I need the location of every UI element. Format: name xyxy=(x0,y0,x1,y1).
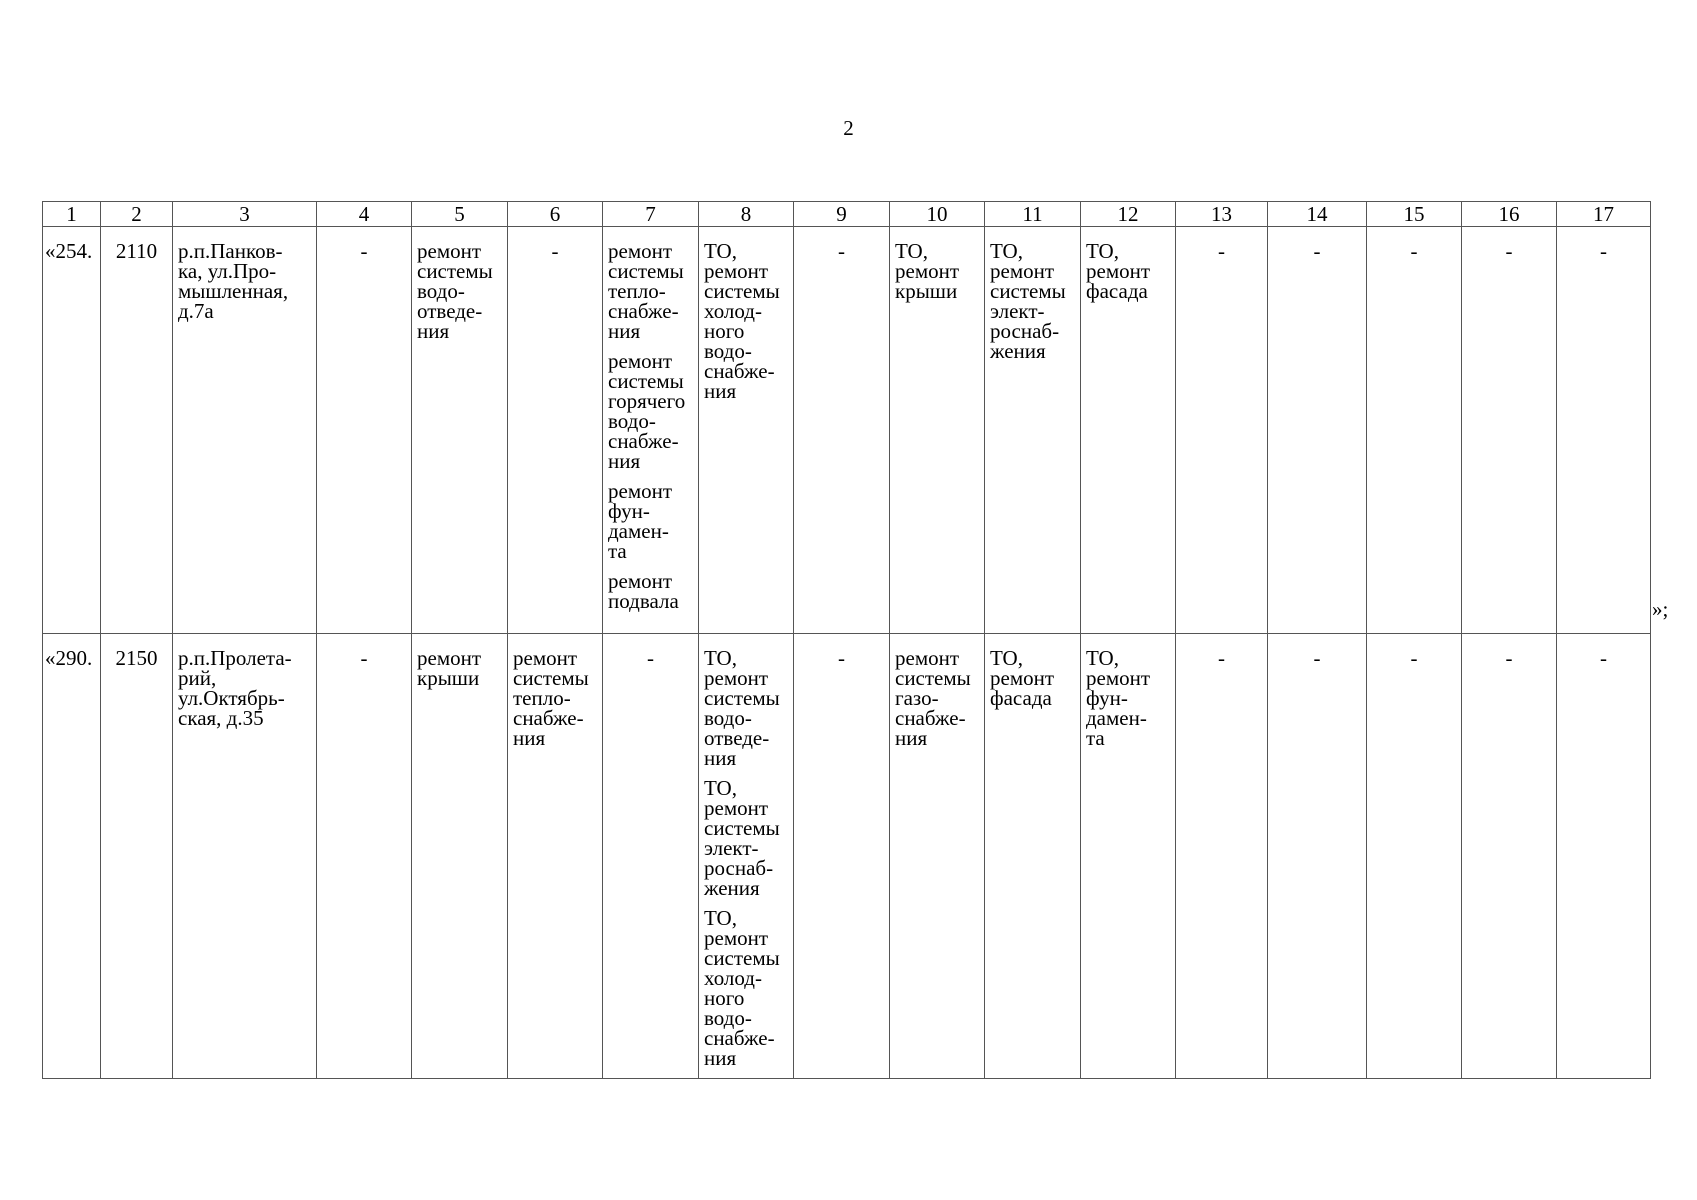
column-header: 4 xyxy=(317,202,412,227)
work-cell xyxy=(1462,634,1557,1079)
work-cell xyxy=(1268,634,1367,1079)
column-header: 2 xyxy=(101,202,173,227)
column-header: 9 xyxy=(794,202,890,227)
column-header: 6 xyxy=(508,202,603,227)
work-item: ремонт фун- дамен- та xyxy=(608,479,673,563)
work-item: - xyxy=(1505,239,1513,263)
work-item: - xyxy=(838,646,845,670)
work-item: - xyxy=(1410,646,1418,670)
column-header: 16 xyxy=(1462,202,1557,227)
address-text: р.п.Панков- ка, ул.Про- мышленная, д.7а xyxy=(178,239,289,323)
work-item: - xyxy=(1600,239,1607,263)
header-row xyxy=(43,202,1651,227)
work-item: ремонт системы газо- снабже- ния xyxy=(895,646,971,750)
column-header: 15 xyxy=(1367,202,1462,227)
work-cell xyxy=(699,634,794,1079)
work-cell xyxy=(890,227,985,634)
work-cell xyxy=(1367,634,1462,1079)
page-number: 2 xyxy=(843,116,854,140)
column-header: 13 xyxy=(1176,202,1268,227)
work-item: ремонт крыши xyxy=(417,646,482,690)
work-item: - xyxy=(1313,239,1321,263)
work-item: ТО, ремонт системы элект- роснаб- жения xyxy=(990,239,1066,363)
work-item: - xyxy=(1313,646,1321,670)
building-address xyxy=(173,227,317,634)
column-header: 8 xyxy=(699,202,794,227)
work-item: - xyxy=(1505,646,1513,670)
work-item: - xyxy=(1600,646,1607,670)
table-row xyxy=(43,227,1651,634)
closing-quote-mark: »; xyxy=(1652,597,1669,621)
work-item: ТО, ремонт системы холод- ного водо- снабже- ния xyxy=(704,239,780,403)
work-item: ремонт системы горячего водо- снабже- ния xyxy=(608,349,686,473)
work-cell xyxy=(890,634,985,1079)
work-item: ТО, ремонт системы элект- роснаб- жения xyxy=(704,776,780,900)
column-header: 12 xyxy=(1081,202,1176,227)
work-item: - xyxy=(1218,239,1225,263)
column-header: 11 xyxy=(985,202,1081,227)
work-item: ТО, ремонт крыши xyxy=(895,239,960,303)
address-text: р.п.Пролета- рий, ул.Октябрь- ская, д.35 xyxy=(178,646,292,730)
work-cell xyxy=(1367,227,1462,634)
column-header: 17 xyxy=(1557,202,1651,227)
column-header: 14 xyxy=(1268,202,1367,227)
work-item: - xyxy=(838,239,845,263)
work-cell xyxy=(1462,227,1557,634)
work-item: ТО, ремонт фасада xyxy=(1086,239,1151,303)
work-cell xyxy=(412,227,508,634)
work-item: - xyxy=(1410,239,1418,263)
work-cell xyxy=(1268,227,1367,634)
table-row xyxy=(43,634,1651,1079)
work-item: - xyxy=(360,239,368,263)
repair-schedule-table xyxy=(42,201,1651,1079)
work-cell xyxy=(603,227,699,634)
work-cell xyxy=(1176,634,1268,1079)
work-item: - xyxy=(551,239,559,263)
building-address xyxy=(173,634,317,1079)
work-cell xyxy=(1081,227,1176,634)
work-item: ремонт подвала xyxy=(608,569,679,613)
work-cell xyxy=(317,227,412,634)
work-item: - xyxy=(360,646,368,670)
work-item: - xyxy=(1218,646,1225,670)
work-cell xyxy=(412,634,508,1079)
work-item: ремонт системы тепло- снабже- ния xyxy=(608,239,684,343)
work-cell xyxy=(317,634,412,1079)
column-header: 7 xyxy=(603,202,699,227)
building-code: 2150 xyxy=(101,634,173,1079)
work-cell xyxy=(1081,634,1176,1079)
row-number: «254. xyxy=(43,227,101,634)
work-cell xyxy=(603,634,699,1079)
column-header: 1 xyxy=(43,202,101,227)
work-item: ТО, ремонт фасада xyxy=(990,646,1055,710)
work-item: ТО, ремонт системы водо- отведе- ния xyxy=(704,646,780,770)
building-code: 2110 xyxy=(101,227,173,634)
work-cell xyxy=(508,634,603,1079)
work-item: ремонт системы тепло- снабже- ния xyxy=(513,646,589,750)
work-cell xyxy=(508,227,603,634)
work-cell xyxy=(1176,227,1268,634)
column-header: 5 xyxy=(412,202,508,227)
work-cell xyxy=(794,634,890,1079)
work-cell xyxy=(985,634,1081,1079)
column-header: 10 xyxy=(890,202,985,227)
column-header: 3 xyxy=(173,202,317,227)
work-item: ТО, ремонт фун- дамен- та xyxy=(1086,646,1151,750)
work-cell xyxy=(1557,227,1651,634)
row-number: «290. xyxy=(43,634,101,1079)
work-cell xyxy=(699,227,794,634)
work-cell xyxy=(1557,634,1651,1079)
work-item: ТО, ремонт системы холод- ного водо- снабже- ния xyxy=(704,906,780,1070)
work-item: ремонт системы водо- отведе- ния xyxy=(417,239,493,343)
work-item: - xyxy=(647,646,654,670)
work-cell xyxy=(985,227,1081,634)
work-cell xyxy=(794,227,890,634)
